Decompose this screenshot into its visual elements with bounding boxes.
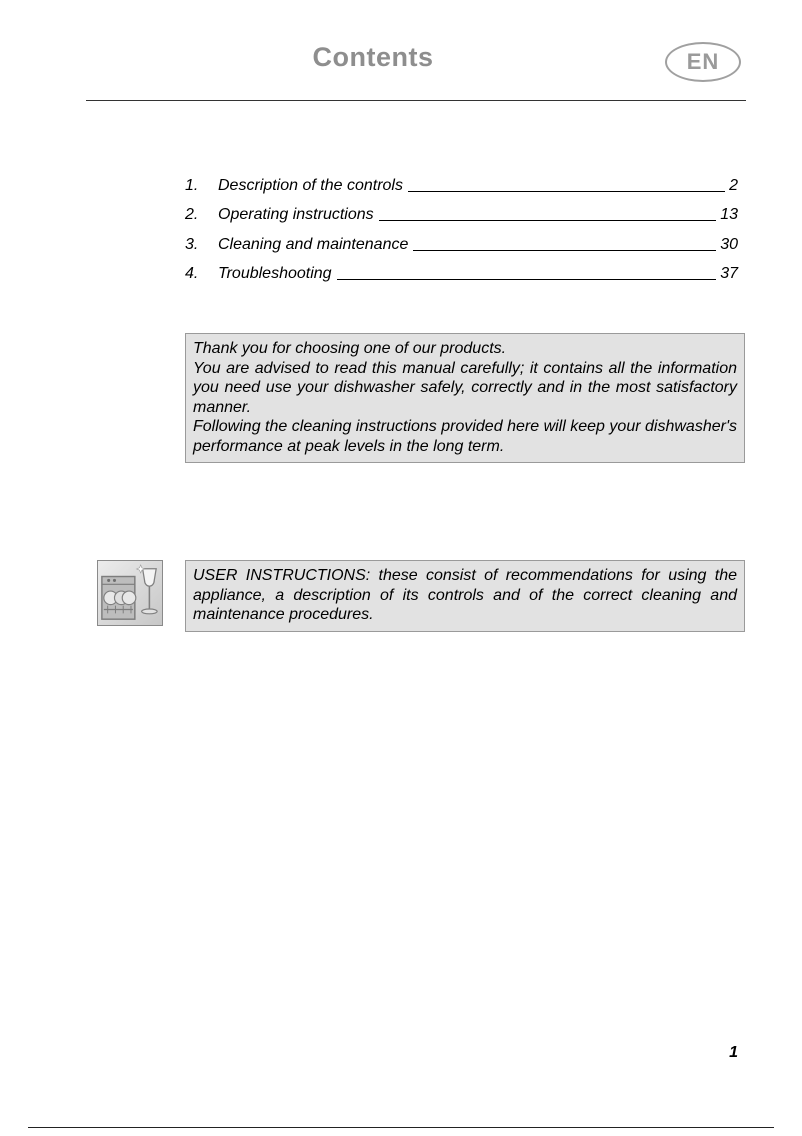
toc-number: 4. [185, 265, 199, 282]
toc-leader-line [379, 220, 717, 221]
header-divider [86, 100, 746, 101]
language-badge-label: EN [686, 49, 720, 74]
toc-page-number: 37 [720, 265, 738, 282]
toc-number: 2. [185, 206, 199, 223]
dishwasher-icon [97, 560, 163, 626]
page-title: Contents [312, 42, 434, 72]
toc-label: Cleaning and maintenance [218, 235, 409, 253]
toc-page-number: 13 [720, 206, 738, 223]
toc-row [185, 195, 738, 225]
toc-leader-line [413, 250, 716, 251]
toc-page-number: 2 [729, 176, 738, 194]
toc-page-number: 30 [720, 235, 738, 253]
table-of-contents [185, 165, 738, 283]
toc-label: Description of the controls [218, 176, 403, 194]
page-number: 1 [729, 1044, 738, 1061]
toc-leader-line [408, 191, 725, 192]
intro-note-box [185, 333, 745, 463]
note-paragraph: You are advised to read this manual carefully; it contains all the information you need use your dishwasher safely, correctly and in the most satisfactory manner. [193, 359, 737, 416]
language-badge [665, 42, 741, 82]
toc-label: Troubleshooting [218, 265, 332, 282]
toc-number: 1. [185, 176, 199, 194]
toc-leader-line [337, 279, 717, 280]
toc-row [185, 165, 738, 195]
dishwasher-icon-graphic [98, 561, 162, 625]
note-paragraph: Following the cleaning instructions provided here will keep your dishwasher's performance at peak levels in the long term. [193, 418, 737, 455]
footer-divider [28, 1127, 774, 1128]
note-paragraph: Thank you for choosing one of our products. [193, 340, 507, 357]
toc-label: Operating instructions [218, 206, 374, 223]
user-instructions-text: USER INSTRUCTIONS: these consist of recommendations for using the appliance, a description of its controls and of the correct cleaning and maintenance procedures. [193, 567, 737, 623]
toc-number: 3. [185, 235, 199, 253]
toc-row [185, 254, 738, 284]
user-instructions-box [185, 560, 745, 632]
toc-row [185, 224, 738, 254]
